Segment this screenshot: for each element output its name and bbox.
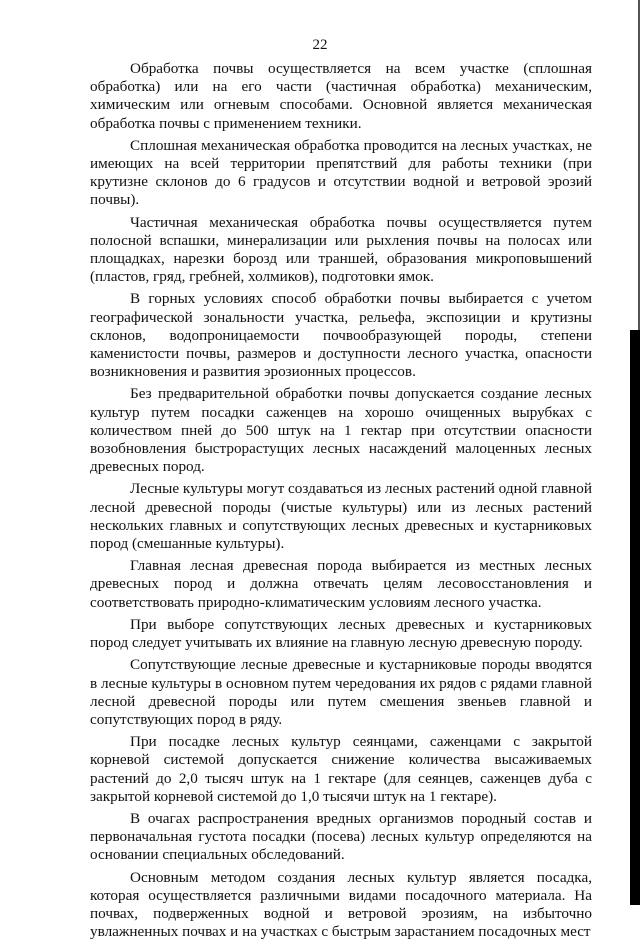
scan-edge-border: [630, 330, 640, 905]
paragraph: В горных условиях способ обработки почвы выбирается с учетом географической зональности участка, рельефа, экспозиции и крутизны склонов, водопроницаемости почвообразующей породы, степени каменистости почвы, размеров и доступности лесного участка, опасности возникновения и развития эрозионных процессов.: [90, 290, 592, 381]
paragraph: Основным методом создания лесных культур является посадка, которая осуществляется различными видами посадочного материала. На почвах, подверженных водной и ветровой эрозиям, на избыточно увлажненных почвах и на участках с быстрым зарастанием посадочных мест: [90, 868, 592, 941]
page-number: 22: [312, 37, 328, 53]
paragraph: Частичная механическая обработка почвы осуществляется путем полосной вспашки, минерализации или рыхления почвы на полосах или площадках, нарезки борозд или траншей, образования микроповышений (пластов, гряд, гребней, холмиков), подготовки ямок.: [90, 213, 592, 286]
paragraph: Главная лесная древесная порода выбирается из местных лесных древесных пород и должна отвечать целям лесовосстановления и соответствовать природно-климатическим условиям лесного участка.: [90, 557, 592, 611]
paragraph: Без предварительной обработки почвы допускается создание лесных культур путем посадки саженцев на хорошо очищенных вырубках с количеством пней до 500 штук на 1 гектар при отсутствии опасности возобновления быстрорастущих лесных насаждений малоценных лесных древесных пород.: [90, 385, 592, 476]
paragraph: Лесные культуры могут создаваться из лесных растений одной главной лесной древесной породы (чистые культуры) или из лесных растений нескольких главных и сопутствующих лесных древесных и кустарниковых пород (смешанные культуры).: [90, 480, 593, 553]
paragraph: При посадке лесных культур сеянцами, саженцами с закрытой корневой системой допускается снижение количества высаживаемых растений до 2,0 тысяч штук на 1 гектаре (для сеянцев, саженцев дуба с закрытой корневой системой до 1,0 тысячи штук на 1 гектаре).: [90, 733, 592, 805]
paragraph: При выборе сопутствующих лесных древесных и кустарниковых пород следует учитывать их влияние на главную лесную древесную породу.: [90, 615, 592, 652]
paragraph: Сплошная механическая обработка проводится на лесных участках, не имеющих на всей территории препятствий для работы техники (при крутизне склонов до 6 градусов и отсутствии водной и ветровой эрозий почвы).: [90, 136, 592, 209]
document-body: [90, 60, 592, 945]
paragraph: Обработка почвы осуществляется на всем участке (сплошная обработка) или на его части (частичная обработка) механическим, химическим или огневым способами. Основной является механическая обработка почвы с применением техники.: [90, 60, 592, 132]
paragraph: В очагах распространения вредных организмов породный состав и первоначальная густота посадки (посева) лесных культур определяются на основании специальных обследований.: [90, 809, 592, 864]
paragraph: Сопутствующие лесные древесные и кустарниковые породы вводятся в лесные культуры в основном путем чередования их рядов с рядами главной лесной древесной породы или путем смешения звеньев главной и сопутствующих пород в ряду.: [90, 656, 592, 728]
